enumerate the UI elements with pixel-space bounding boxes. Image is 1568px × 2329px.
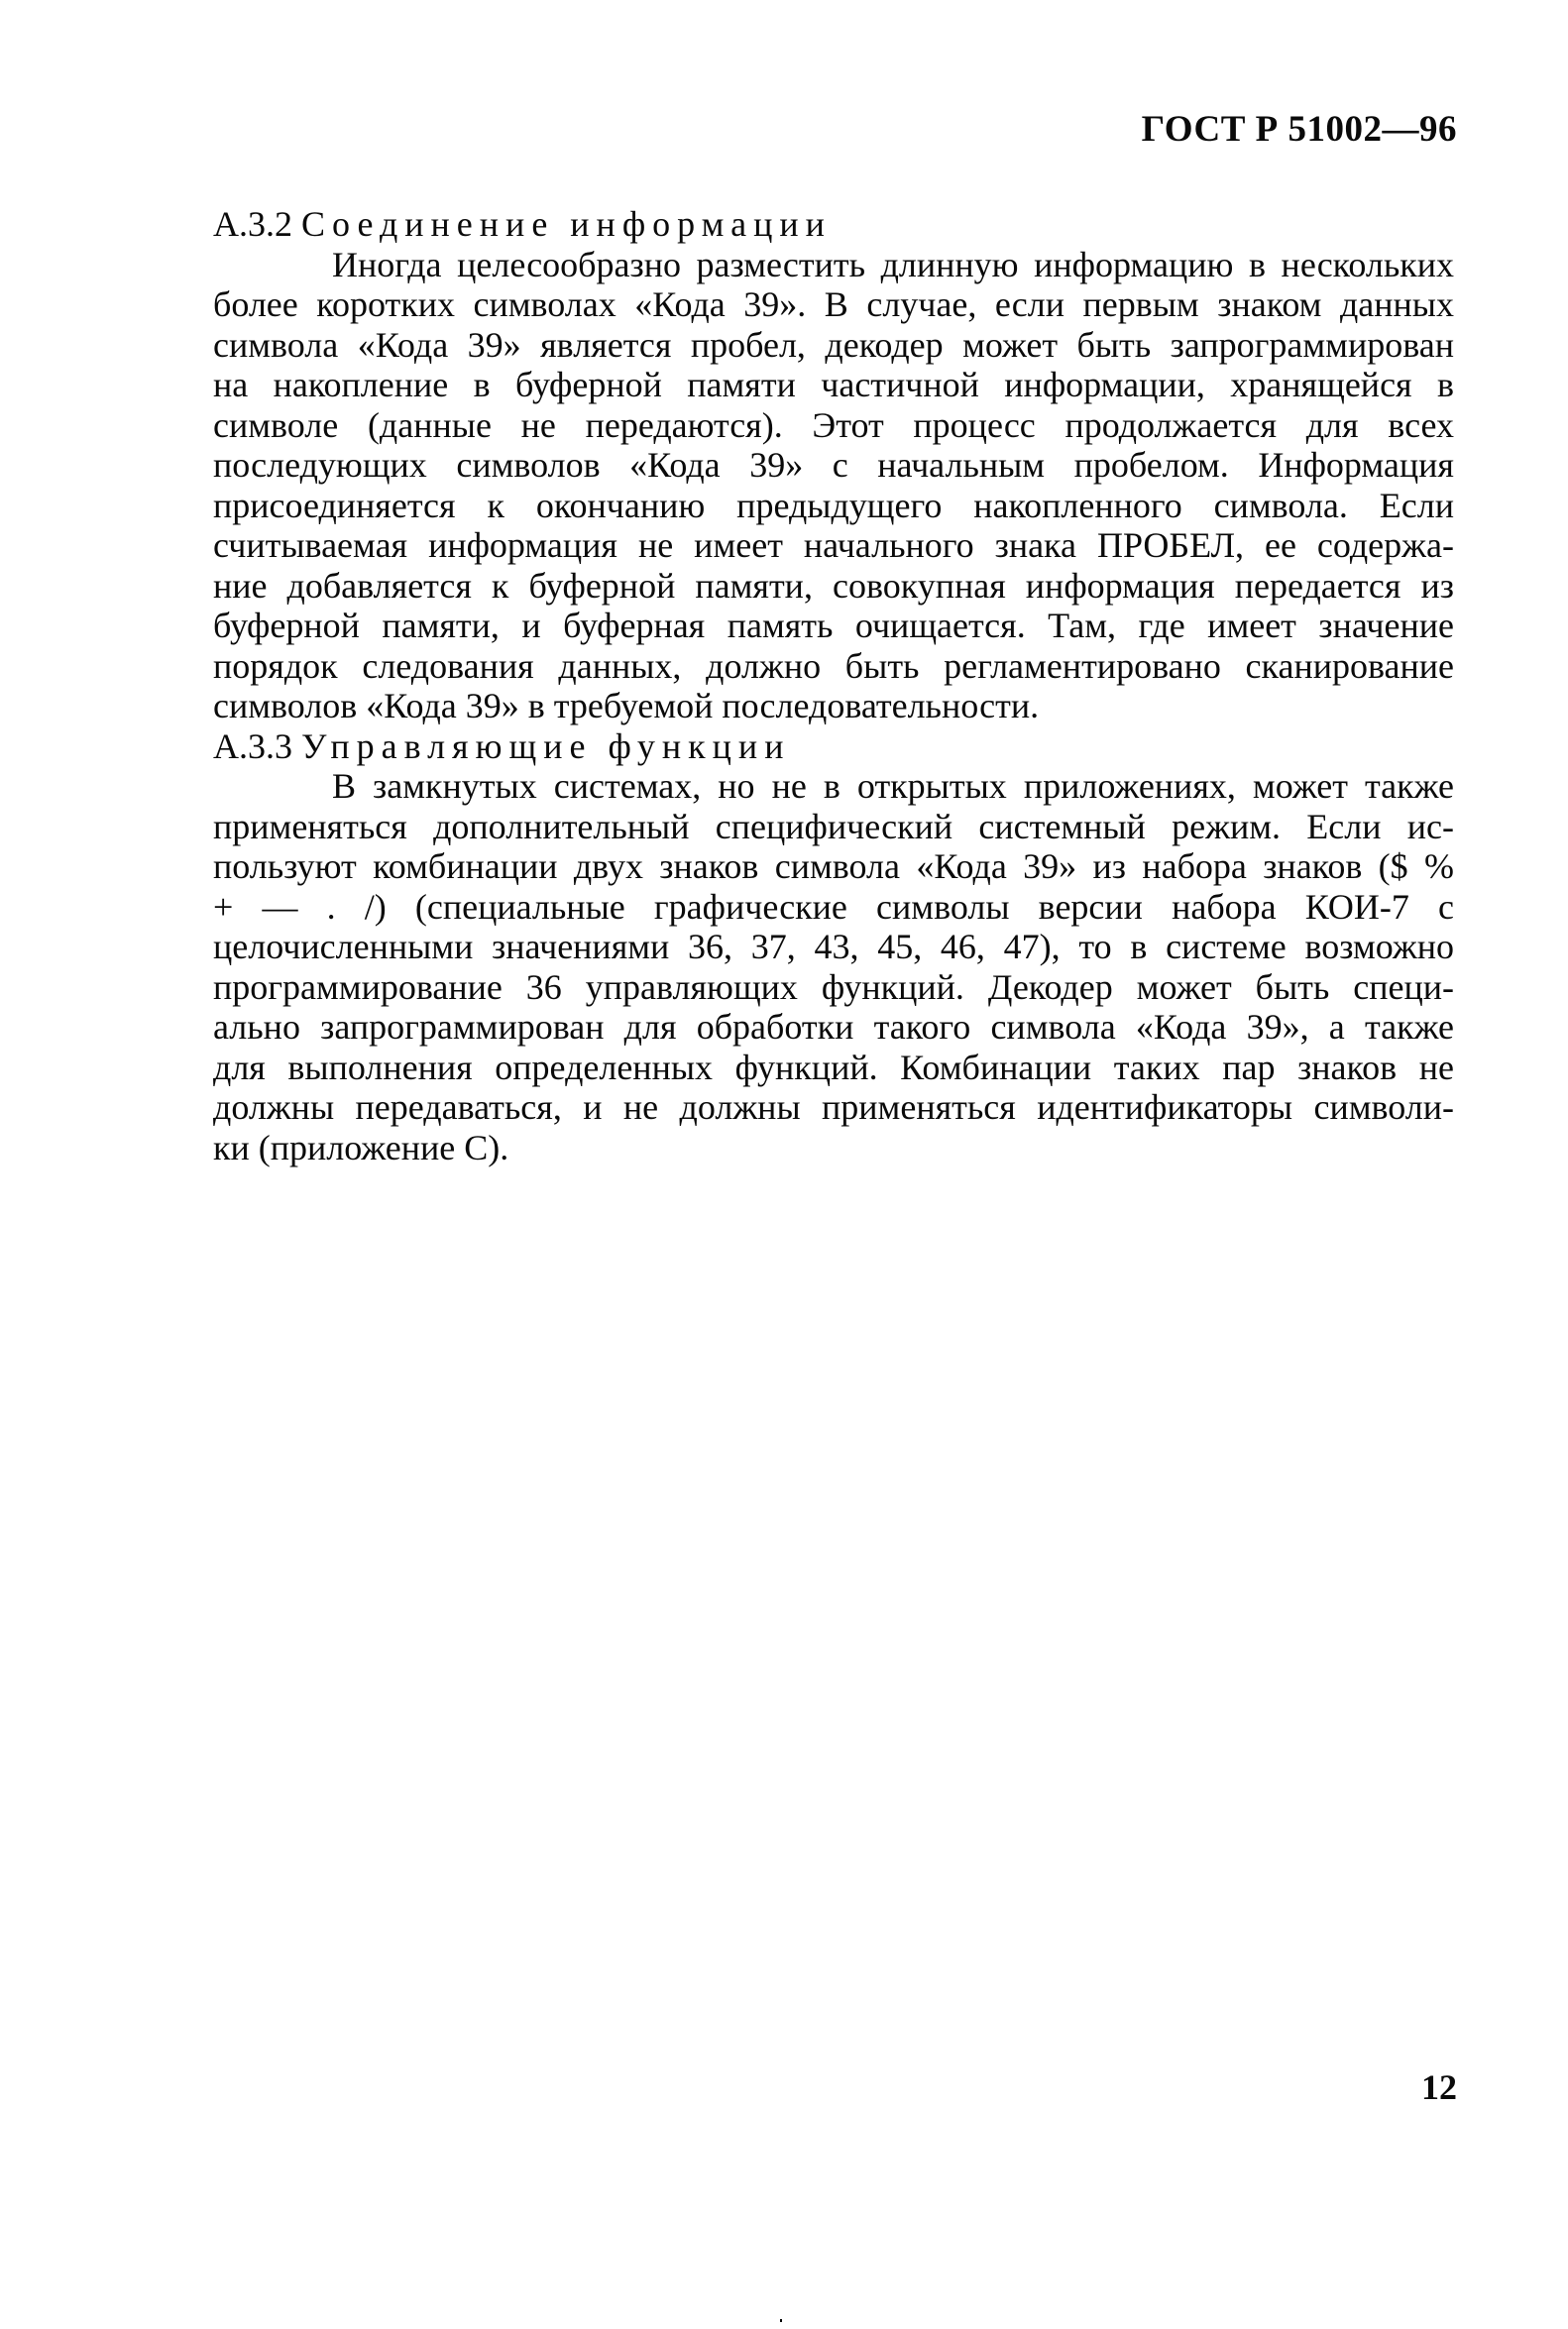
page-number: 12	[1421, 2067, 1457, 2107]
standard-designation-header: ГОСТ Р 51002—96	[1141, 109, 1457, 150]
text-line: + — . /) (специальные графические символы версии набора КОИ-7 с	[213, 886, 1454, 927]
text-line: на накопление в буферной памяти частичной информации, хранящейся в	[213, 365, 1454, 404]
text-line: последующих символов «Кода 39» с начальным пробелом. Информация	[213, 445, 1454, 485]
text-line: Иногда целесообразно разместить длинную информацию в нескольких	[332, 244, 1454, 284]
text-line: считываемая информация не имеет начального знака ПРОБЕЛ, ее содержа-	[213, 525, 1454, 565]
scan-artifact	[780, 2319, 782, 2322]
text-line: применяться дополнительный специфический системный режим. Если ис-	[213, 806, 1454, 846]
text-line: должны передаваться, и не должны применяться идентификаторы символи-	[213, 1087, 1454, 1127]
section-title-text: Соединение информации	[301, 204, 832, 244]
section-a33	[94, 726, 1454, 1168]
section-heading	[94, 726, 1454, 767]
text-line: присоединяется к окончанию предыдущего накопленного символа. Если	[213, 485, 1454, 525]
text-line: буферной памяти, и буферная память очищается. Там, где имеет значение	[213, 606, 1454, 645]
text-line: пользуют комбинации двух знаков символа «Кода 39» из набора знаков ($ %	[213, 846, 1454, 886]
text-line: В замкнутых системах, но не в открытых приложениях, может также	[332, 766, 1454, 806]
paragraph	[94, 766, 1454, 1167]
text-line: ки (приложение С).	[213, 1127, 509, 1167]
text-line: для выполнения определенных функций. Комбинации таких пар знаков не	[213, 1047, 1454, 1087]
text-line: более коротких символах «Кода 39». В случае, если первым знаком данных	[213, 284, 1454, 324]
text-line: ально запрограммирован для обработки такого символа «Кода 39», а также	[213, 1007, 1454, 1047]
text-line: порядок следования данных, должно быть регламентировано сканирование	[213, 645, 1454, 686]
text-line: символов «Кода 39» в требуемой последовательности.	[213, 686, 1040, 725]
section-heading	[94, 204, 1454, 245]
section-a32	[94, 204, 1454, 726]
section-title-text: Управляющие функции	[301, 725, 791, 766]
document-body	[94, 204, 1454, 1167]
text-line: символе (данные не передаются). Этот процесс продолжается для всех	[213, 404, 1454, 445]
text-line: целочисленными значениями 36, 37, 43, 45, 46, 47), то в системе возможно	[213, 927, 1454, 966]
text-line: ние добавляется к буферной памяти, совокупная информация передается из	[213, 565, 1454, 606]
paragraph	[94, 245, 1454, 726]
text-line: символа «Кода 39» является пробел, декодер может быть запрограммирован	[213, 324, 1454, 365]
section-number: А.3.3	[213, 725, 292, 766]
text-line: программирование 36 управляющих функций. Декодер может быть специ-	[213, 966, 1454, 1007]
section-number: А.3.2	[213, 204, 292, 244]
